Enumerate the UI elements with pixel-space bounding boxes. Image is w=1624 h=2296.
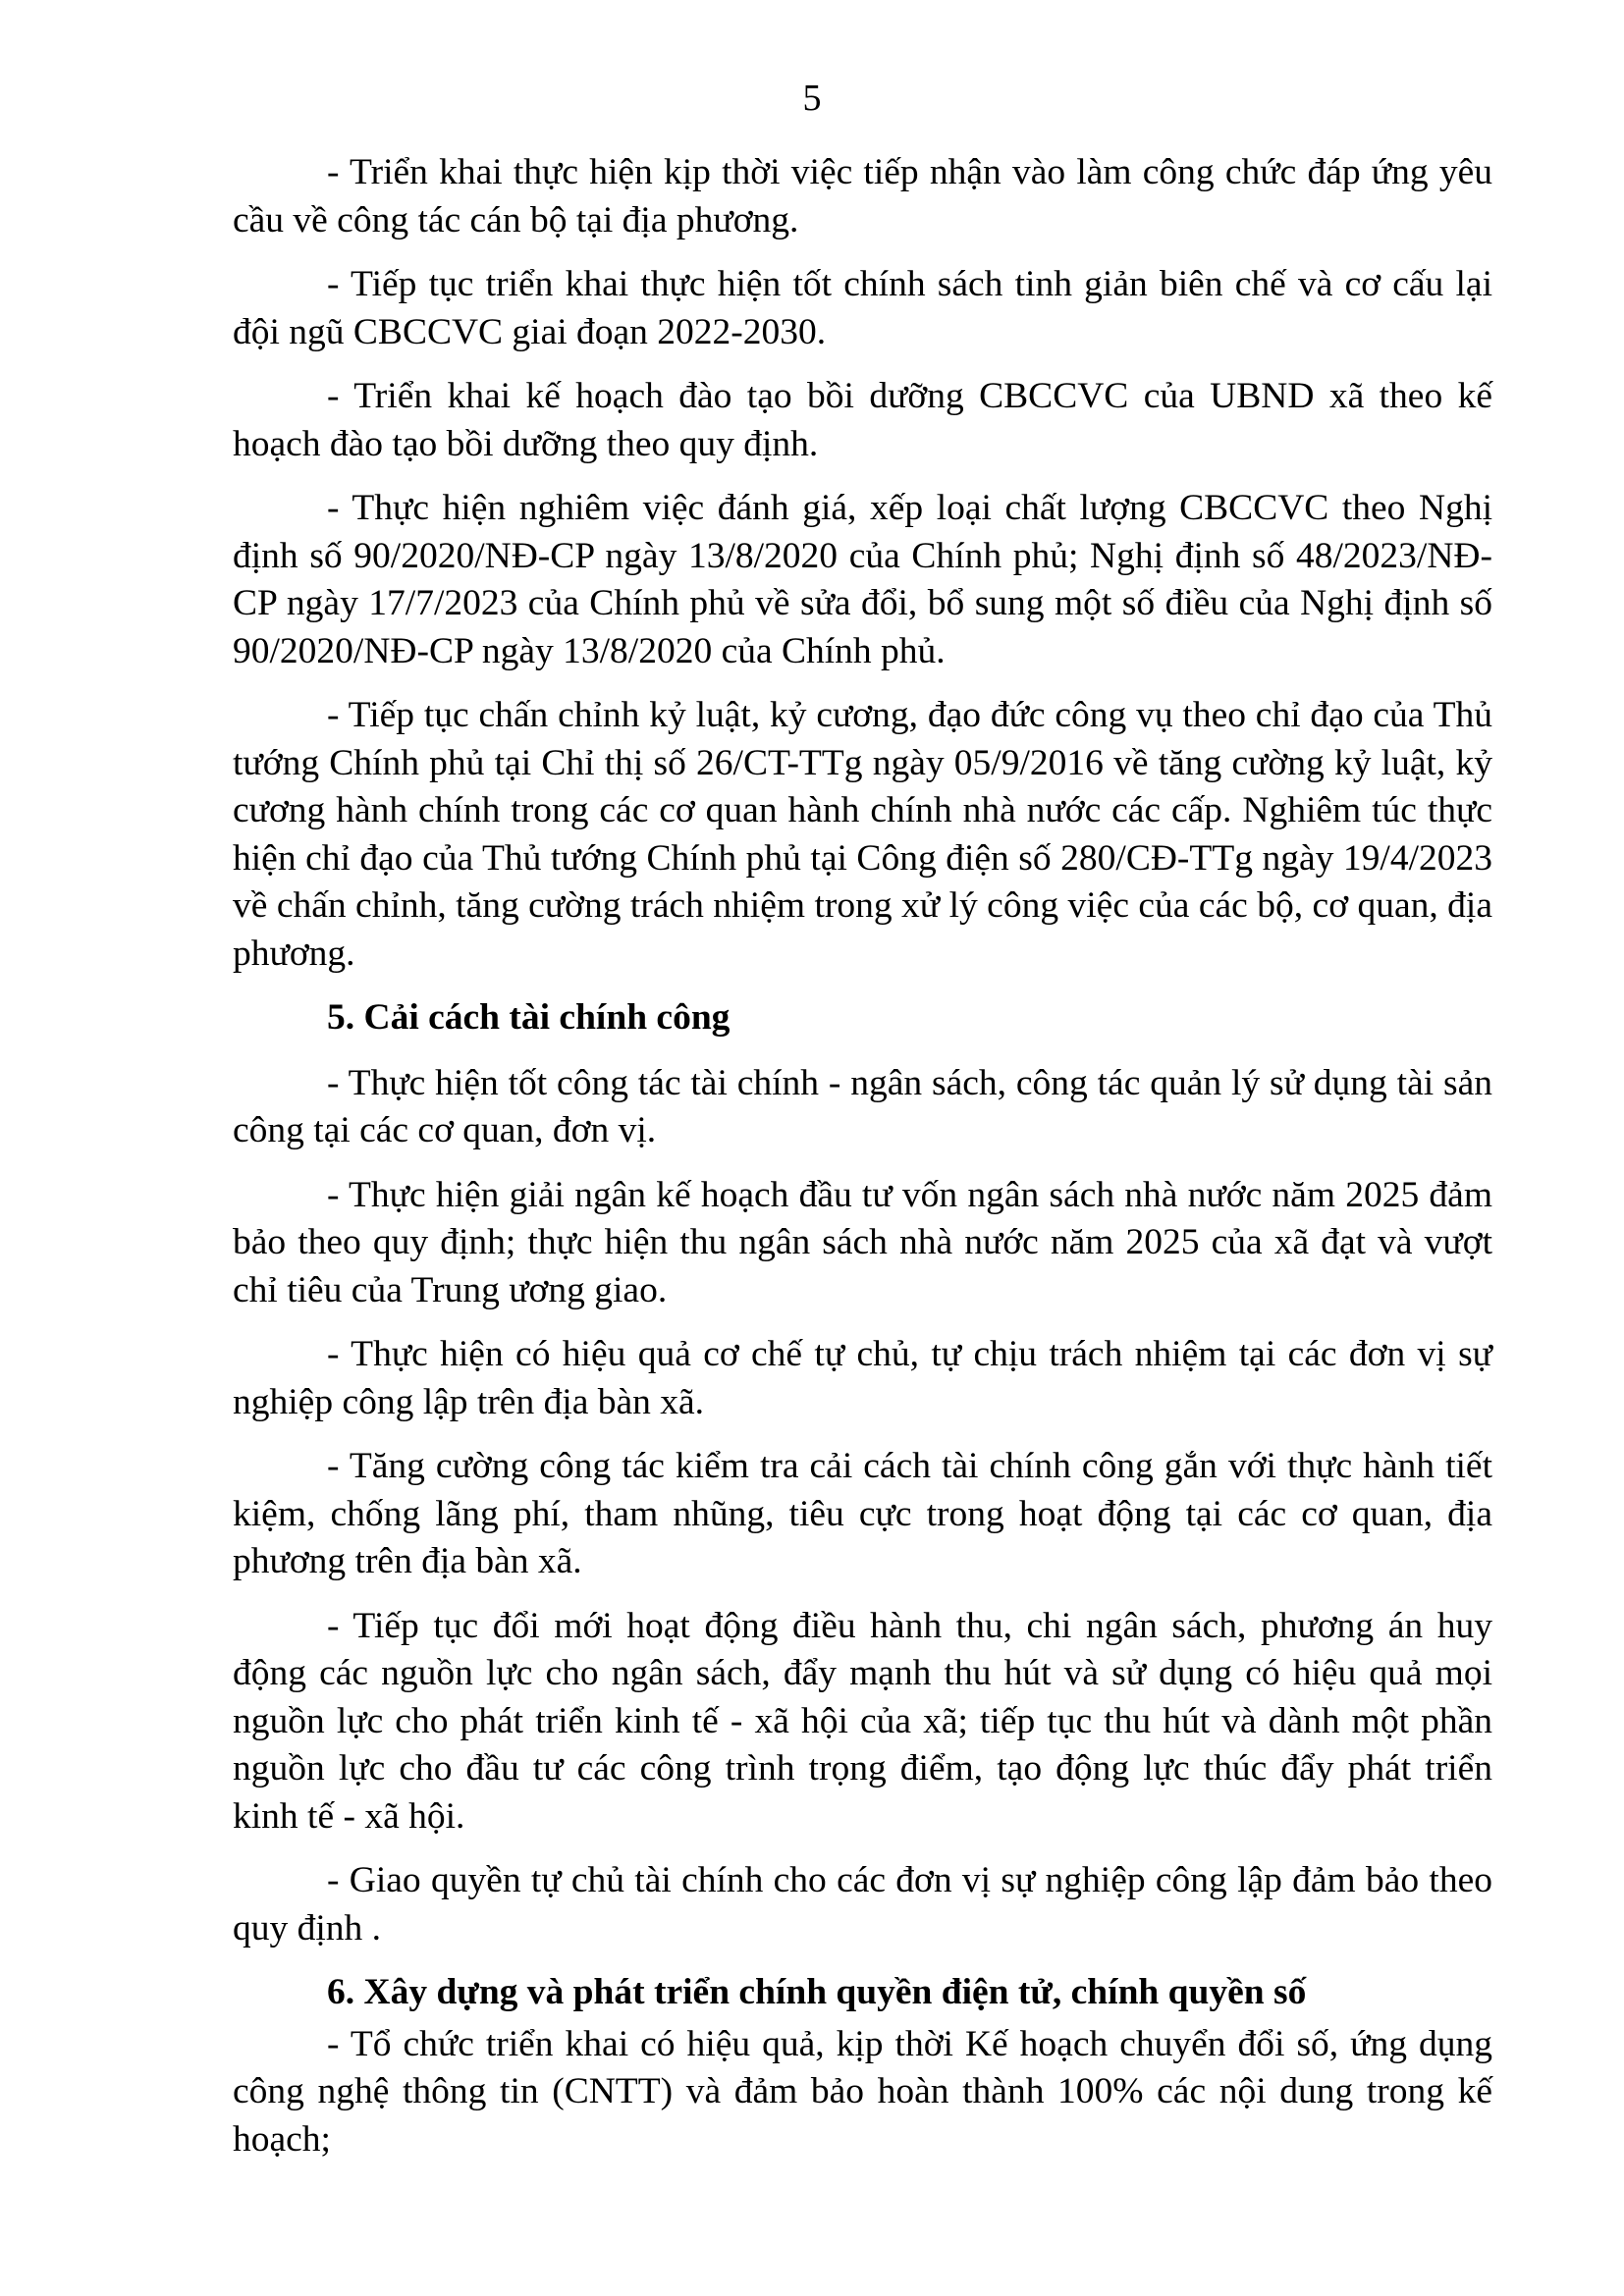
- paragraph: - Thực hiện tốt công tác tài chính - ngân sách, công tác quản lý sử dụng tài sản công tại các cơ quan, đơn vị.: [233, 1062, 1492, 1150]
- section-6: [233, 1969, 1492, 2163]
- paragraph: - Tiếp tục chấn chỉnh kỷ luật, kỷ cương, đạo đức công vụ theo chỉ đạo của Thủ tướng Chính phủ tại Chỉ thị số 26/CT-TTg ngày 05/9/2016 về tăng cường kỷ luật, kỷ cương hành chính trong các cơ quan hành chính nhà nước các cấp. Nghiêm túc thực hiện chỉ đạo của Thủ tướng Chính phủ tại Công điện số 280/CĐ-TTg ngày 19/4/2023 về chấn chỉnh, tăng cường trách nhiệm trong xử lý công việc của các bộ, cơ quan, địa phương.: [233, 695, 1492, 974]
- paragraph: - Thực hiện có hiệu quả cơ chế tự chủ, tự chịu trách nhiệm tại các đơn vị sự nghiệp công lập trên địa bàn xã.: [233, 1334, 1492, 1422]
- paragraph: - Tiếp tục triển khai thực hiện tốt chính sách tinh giản biên chế và cơ cấu lại đội ngũ CBCCVC giai đoạn 2022-2030.: [233, 264, 1492, 352]
- paragraph: - Tăng cường công tác kiểm tra cải cách tài chính công gắn với thực hành tiết kiệm, chống lãng phí, tham nhũng, tiêu cực trong hoạt động tại các cơ quan, địa phương trên địa bàn xã.: [233, 1446, 1492, 1581]
- section-heading: 5. Cải cách tài chính công: [327, 997, 731, 1038]
- page-number: 5: [802, 78, 822, 119]
- paragraph: - Giao quyền tự chủ tài chính cho các đơn vị sự nghiệp công lập đảm bảo theo quy định .: [233, 1860, 1492, 1949]
- section-5: [233, 994, 1492, 1952]
- section-heading: 6. Xây dựng và phát triển chính quyền điện tử, chính quyền số: [327, 1972, 1307, 2012]
- paragraph: - Thực hiện nghiêm việc đánh giá, xếp loại chất lượng CBCCVC theo Nghị định số 90/2020/NĐ-CP ngày 13/8/2020 của Chính phủ; Nghị định số 48/2023/NĐ-CP ngày 17/7/2023 của Chính phủ về sửa đổi, bổ sung một số điều của Nghị định số 90/2020/NĐ-CP ngày 13/8/2020 của Chính phủ.: [233, 488, 1492, 671]
- paragraph: - Tiếp tục đổi mới hoạt động điều hành thu, chi ngân sách, phương án huy động các nguồn lực cho ngân sách, đẩy mạnh thu hút và sử dụng có hiệu quả mọi nguồn lực cho phát triển kinh tế - xã hội của xã; tiếp tục thu hút và dành một phần nguồn lực cho đầu tư các công trình trọng điểm, tạo động lực thúc đẩy phát triển kinh tế - xã hội.: [233, 1605, 1492, 1837]
- document-body: [233, 149, 1492, 2180]
- paragraph: - Triển khai kế hoạch đào tạo bồi dưỡng CBCCVC của UBND xã theo kế hoạch đào tạo bồi dưỡng theo quy định.: [233, 376, 1492, 464]
- paragraph: - Thực hiện giải ngân kế hoạch đầu tư vốn ngân sách nhà nước năm 2025 đảm bảo theo quy định; thực hiện thu ngân sách nhà nước năm 2025 của xã đạt và vượt chỉ tiêu của Trung ương giao.: [233, 1174, 1492, 1310]
- paragraph: - Triển khai thực hiện kịp thời việc tiếp nhận vào làm công chức đáp ứng yêu cầu về công tác cán bộ tại địa phương.: [233, 152, 1492, 240]
- paragraph: - Tổ chức triển khai có hiệu quả, kịp thời Kế hoạch chuyển đổi số, ứng dụng công nghệ thông tin (CNTT) và đảm bảo hoàn thành 100% các nội dung trong kế hoạch;: [233, 2023, 1492, 2160]
